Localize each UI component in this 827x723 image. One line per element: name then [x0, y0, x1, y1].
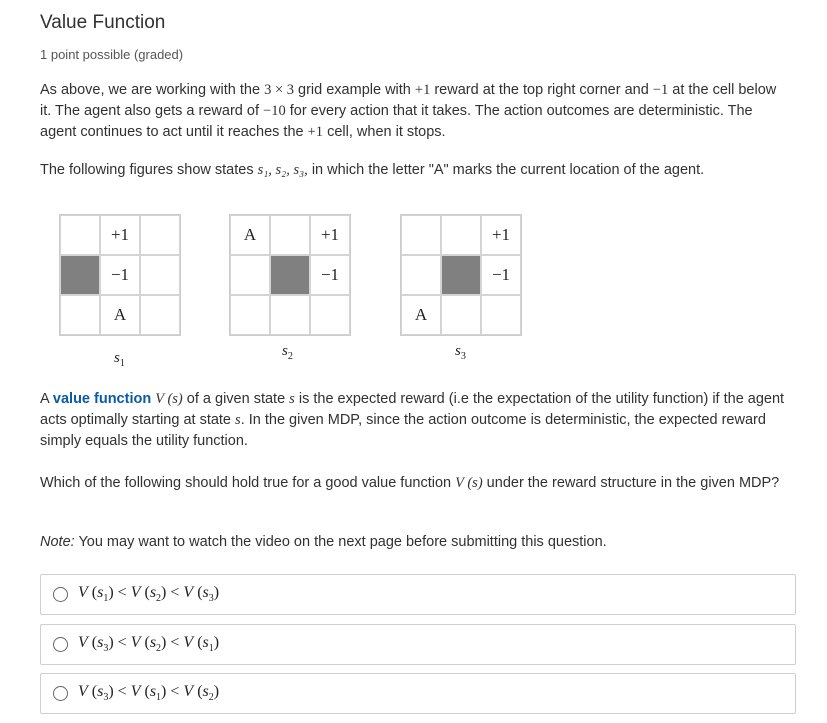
answer-option-2[interactable] [40, 624, 796, 665]
grid-cell: A [100, 295, 140, 335]
intro-paragraph: As above, we are working with the 3 × 3 grid example with +1 reward at the top right corner and −1 at the cell below it. The agent also gets a reward of −10 for every action that it takes. The action outcomes are deterministic. The agent continues to act until it reaches the +1 cell, when it stops. [40, 82, 777, 140]
option-label: V $(s_3) < V$ $(s_1) < V$ $(s_2)$ [78, 683, 220, 704]
grid-cell: −1 [310, 255, 350, 295]
radio-button[interactable] [53, 637, 68, 652]
grid-cell [60, 215, 100, 255]
note-paragraph: Note: You may want to watch the video on the next page before submitting this question. [40, 534, 607, 550]
radio-button[interactable] [53, 587, 68, 602]
state-label-3: $s_3$ [455, 343, 466, 362]
grid-cell [230, 295, 270, 335]
grid-cell [481, 295, 521, 335]
grid-cell [140, 295, 180, 335]
grid-cell: +1 [310, 215, 350, 255]
grid-cell [401, 255, 441, 295]
state-label-1: $s_1$ [114, 350, 125, 369]
grid-cell: +1 [481, 215, 521, 255]
definition-paragraph: A value function V (s) of a given state s is the expected reward (i.e the expectation of the utility function) if the agent acts optimally starting at state s. In the given MDP, since the action outcome is deterministic, the expected reward simply equals the utility function. [40, 391, 785, 449]
option-label: V $(s_3) < V$ $(s_2) < V$ $(s_1)$ [78, 634, 220, 655]
grid-wall-cell [60, 255, 100, 295]
answer-option-3[interactable] [40, 673, 796, 714]
state-label-2: $s_2$ [282, 343, 293, 362]
grid-wall-cell [270, 255, 310, 295]
grid-cell [401, 215, 441, 255]
option-label: V $(s_1) < V$ $(s_2) < V$ $(s_3)$ [78, 584, 220, 605]
problem-title: Value Function [40, 12, 166, 33]
grid-cell [270, 295, 310, 335]
grid-cell: A [230, 215, 270, 255]
states-intro-paragraph: The following figures show states s₁, s₂, s₃, in which the letter "A" marks the current location of the agent. [40, 162, 705, 178]
grid-cell [441, 295, 481, 335]
problem-points: 1 point possible (graded) [40, 47, 184, 62]
question-paragraph: Which of the following should hold true for a good value function V (s) under the reward structure in the given MDP? [40, 475, 780, 491]
grid-cell [140, 255, 180, 295]
grid-cell [60, 295, 100, 335]
grid-wall-cell [441, 255, 481, 295]
answer-option-1[interactable] [40, 574, 796, 615]
grid-cell [140, 215, 180, 255]
grid-cell: −1 [481, 255, 521, 295]
grid-cell [441, 215, 481, 255]
grid-cell: +1 [100, 215, 140, 255]
grid-cell [230, 255, 270, 295]
radio-button[interactable] [53, 686, 68, 701]
state-grid-1 [59, 214, 181, 336]
value-function-term: value function [52, 391, 152, 407]
state-grid-2 [229, 214, 351, 336]
grid-cell [310, 295, 350, 335]
state-grid-3 [400, 214, 522, 336]
grid-cell: −1 [100, 255, 140, 295]
grid-cell: A [401, 295, 441, 335]
grid-cell [270, 215, 310, 255]
